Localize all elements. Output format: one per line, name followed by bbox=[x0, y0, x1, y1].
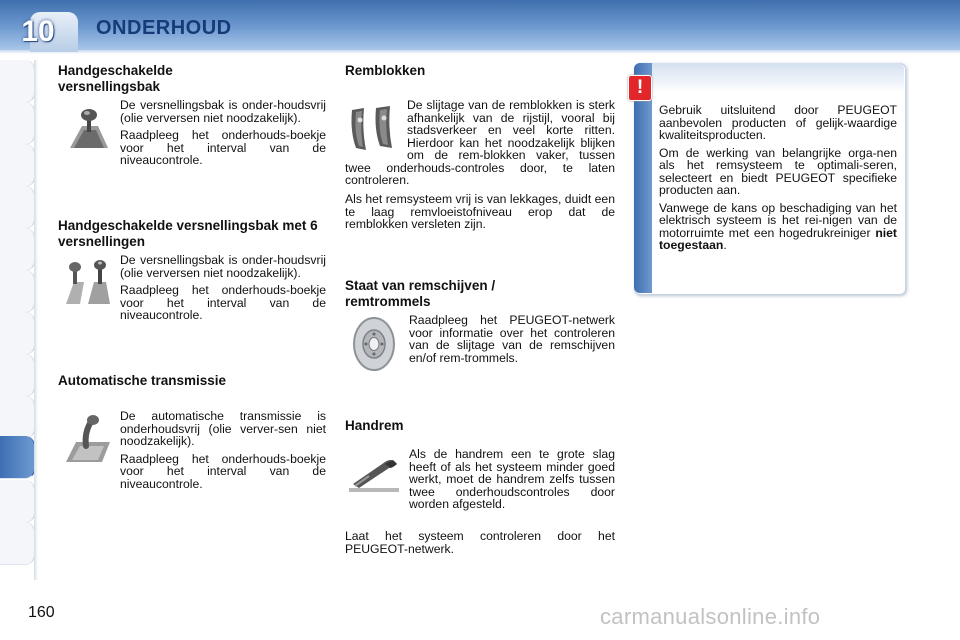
manual-gearbox-text-1: De versnellingsbak is onder-houdsvrij (olie verversen niet noodzakelijk). bbox=[120, 98, 326, 125]
page-number: 160 bbox=[28, 604, 55, 621]
chapter-number: 10 bbox=[21, 15, 55, 48]
note-emphasis: niet toegestaan bbox=[659, 225, 897, 252]
handbrake-text-1: Als de handrem een te grote slag heeft of als het systeem minder goed werkt, moet de handrem zelfs tussen twee onderhoudscontroles door worden afgesteld. bbox=[409, 447, 615, 511]
heading-brake-discs: Staat van remschijven / remtrommels bbox=[345, 278, 496, 309]
side-tab[interactable] bbox=[0, 144, 35, 187]
manual-gearbox-text-2: Raadpleeg het onderhouds-boekje voor het interval van de niveaucontrole. bbox=[120, 128, 326, 167]
side-tab[interactable] bbox=[0, 522, 35, 565]
gear-lever-icon bbox=[62, 108, 112, 161]
side-tab[interactable] bbox=[0, 354, 35, 397]
chapter-side-tabs bbox=[0, 60, 34, 580]
note-paragraph-3: Vanwege de kans op beschadiging van het elektrisch systeem is het rei-nigen van de motorruimte met een hogedrukreiniger niet toegestaan. bbox=[659, 200, 897, 252]
handbrake-text-2: Laat het systeem controleren door het PEUGEOT-netwerk. bbox=[345, 529, 615, 556]
brake-pads-text-2: Als het remsysteem vrij is van lekkages, duidt een te laag remvloeistofniveau erop dat de remblokken versleten zijn. bbox=[345, 192, 615, 231]
side-tab[interactable] bbox=[0, 186, 35, 229]
automatic-text-2: Raadpleeg het onderhouds-boekje voor het interval van de niveaucontrole. bbox=[120, 451, 326, 491]
page-title: ONDERHOUD bbox=[96, 17, 232, 39]
side-tab[interactable] bbox=[0, 312, 35, 355]
side-tab[interactable] bbox=[0, 102, 35, 145]
note-text bbox=[659, 104, 897, 257]
brake-disc-icon bbox=[350, 316, 400, 377]
note-paragraph-1: Gebruik uitsluitend door PEUGEOT aanbevolen producten of gelijk-waardige kwaliteitsproducten. bbox=[659, 103, 897, 142]
automatic-text-1: De automatische transmissie is onderhoudsvrij (olie verver-sen niet noodzakelijk). bbox=[120, 409, 326, 448]
side-tab[interactable] bbox=[0, 60, 35, 103]
heading-manual-gearbox: Handgeschakelde versnellingsbak bbox=[58, 63, 173, 94]
note-paragraph-2: Om de werking van belangrijke orga-nen als het remsysteem te optimali-seren, selecteert en biedt PEUGEOT specifieke producten aan. bbox=[659, 145, 897, 197]
automatic-selector-icon bbox=[62, 412, 114, 473]
side-tab[interactable] bbox=[0, 270, 35, 313]
brake-pads-text-1: De slijtage van de remblokken is sterk afhankelijk van de rijstijl, vooral bij stadsverkeer en veel korte ritten. Hierdoor kan het noodzakelijk blijken om de rem-blokken vaker, tussen twee onderhouds-controles door, te laten controleren. bbox=[345, 98, 615, 187]
brake-discs-text-1: Raadpleeg het PEUGEOT-netwerk voor informatie over het controleren van de slijtage van de remschijven en/of rem-trommels. bbox=[409, 313, 615, 365]
side-tab[interactable] bbox=[0, 228, 35, 271]
heading-brake-pads: Remblokken bbox=[345, 63, 426, 78]
manual-gearbox-6-text-2: Raadpleeg het onderhouds-boekje voor het interval van de niveaucontrole. bbox=[120, 283, 326, 322]
side-tab[interactable] bbox=[0, 396, 35, 439]
warning-icon: ! bbox=[628, 75, 652, 101]
side-tab[interactable] bbox=[0, 480, 35, 523]
side-tab-active[interactable] bbox=[0, 436, 35, 479]
heading-automatic: Automatische transmissie bbox=[58, 373, 227, 388]
heading-handbrake: Handrem bbox=[345, 418, 404, 433]
watermark: carmanualsonline.info bbox=[600, 604, 821, 629]
manual-gearbox-6-text-1: De versnellingsbak is onder-houdsvrij (olie verversen niet noodzakelijk). bbox=[120, 253, 326, 280]
gear-lever-6-icon bbox=[62, 258, 114, 315]
heading-manual-gearbox-6: Handgeschakelde versnellingsbak met 6 versnellingen bbox=[58, 218, 318, 249]
handbrake-icon bbox=[345, 454, 403, 499]
